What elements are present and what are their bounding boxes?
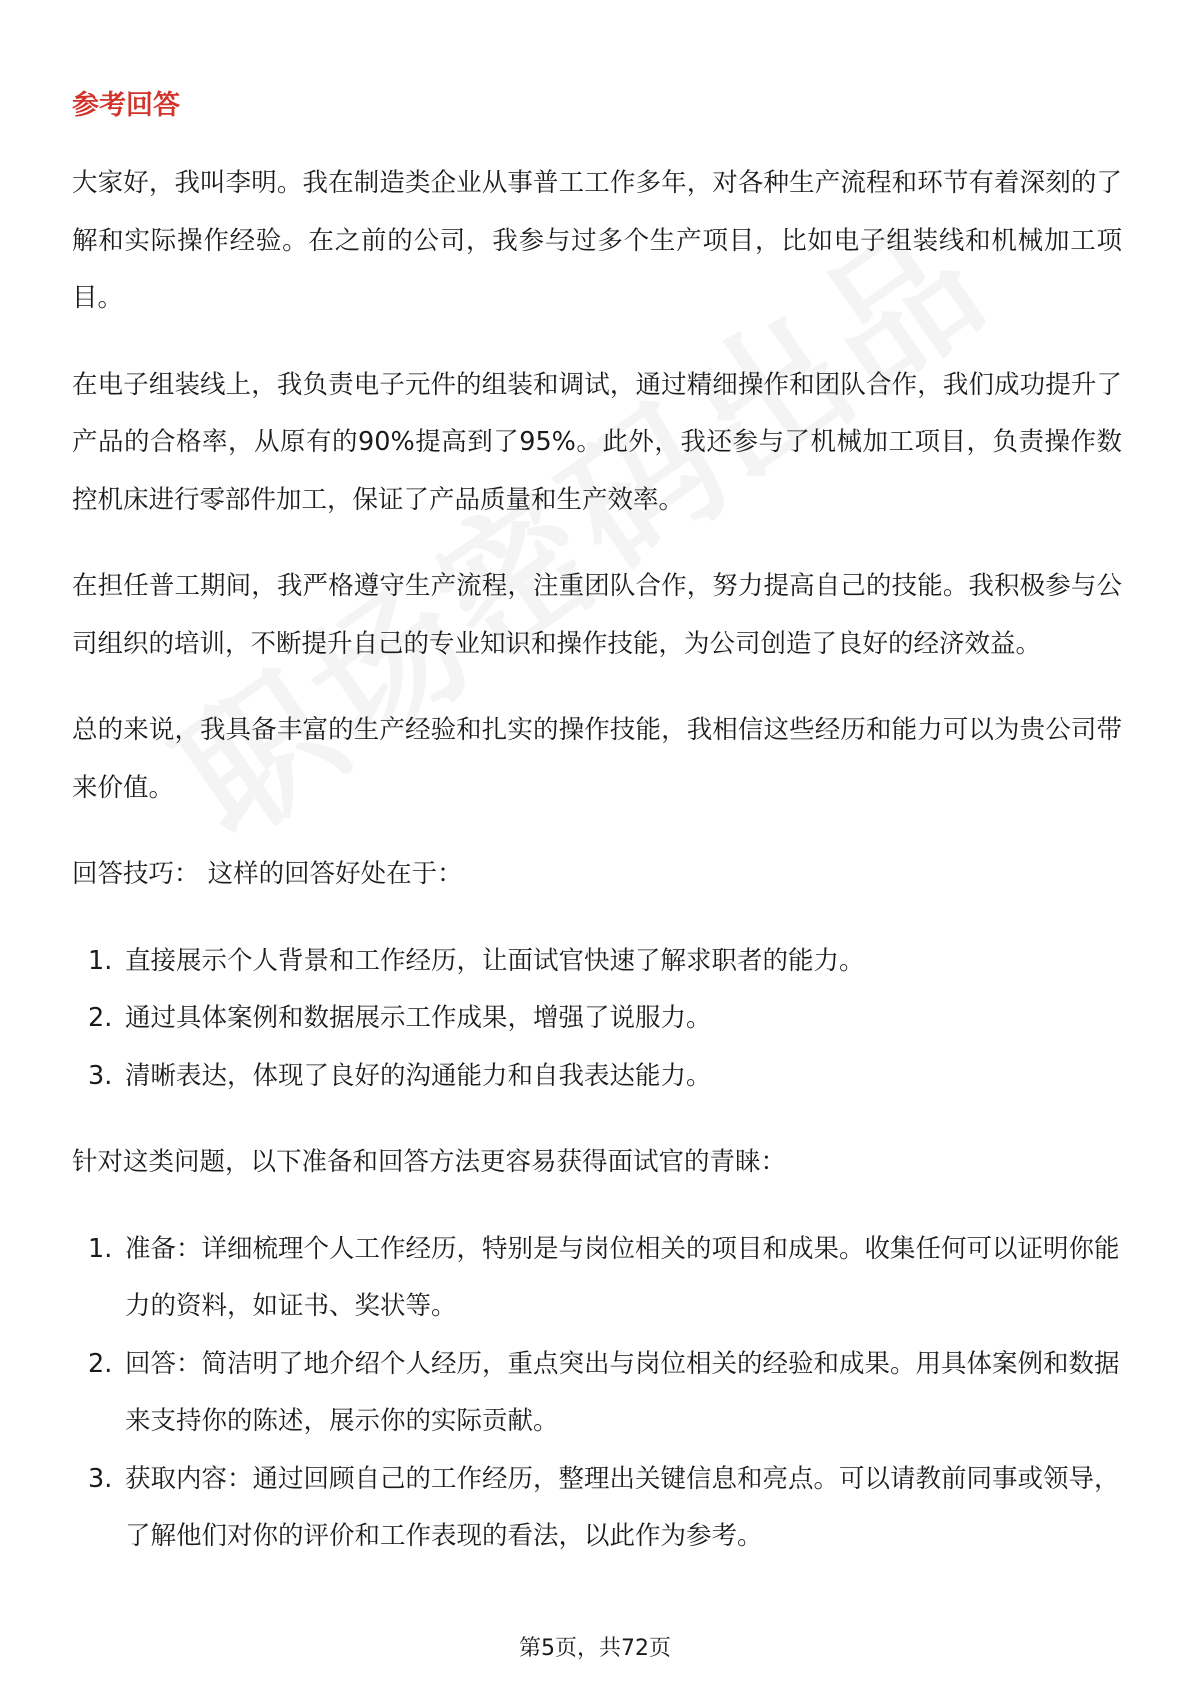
list-item-text: 清晰表达，体现了良好的沟通能力和自我表达能力。 [125,1060,712,1091]
list-item-text: 准备：详细梳理个人工作经历，特别是与岗位相关的项目和成果。收集任何可以证明你能力的资料，如证书、奖状等。 [125,1233,1120,1321]
tips-intro: 回答技巧： 这样的回答好处在于： [72,859,463,889]
paragraph-summary: 总的来说，我具备丰富的生产经验和扎实的操作技能，我相信这些经历和能力可以为贵公司带来价值。 [72,715,1122,803]
tips-list [72,933,1122,1106]
list-item-text: 获取内容：通过回顾自己的工作经历，整理出关键信息和亮点。可以请教前同事或领导，了解他们对你的评价和工作表现的看法，以此作为参考。 [125,1463,1120,1551]
methods-list [72,1221,1122,1566]
list-item [72,1451,1122,1566]
list-number: 1. [88,1233,113,1264]
paragraph-duties: 在担任普工期间，我严格遵守生产流程，注重团队合作，努力提高自己的技能。我积极参与公司组织的培训，不断提升自己的专业知识和操作技能，为公司创造了良好的经济效益。 [72,571,1122,659]
paragraph-electronics: 在电子组装线上，我负责电子元件的组装和调试，通过精细操作和团队合作，我们成功提升了产品的合格率，从原有的90%提高到了95%。此外，我还参与了机械加工项目，负责操作数控机床进行零部件加工，保证了产品质量和生产效率。 [72,369,1122,515]
list-item [72,990,1122,1048]
list-number: 2. [88,1003,113,1033]
list-number: 3. [88,1060,113,1091]
section-heading: 参考回答 [72,90,180,121]
list-number: 2. [88,1348,113,1379]
list-number: 1. [88,945,113,976]
list-item [72,1336,1122,1451]
methods-intro: 针对这类问题，以下准备和回答方法更容易获得面试官的青睐： [72,1147,787,1177]
list-item-text: 回答：简洁明了地介绍个人经历，重点突出与岗位相关的经验和成果。用具体案例和数据来支持你的陈述，展示你的实际贡献。 [125,1348,1120,1436]
paragraph-intro: 大家好，我叫李明。我在制造类企业从事普工工作多年，对各种生产流程和环节有着深刻的了解和实际操作经验。在之前的公司，我参与过多个生产项目，比如电子组装线和机械加工项目。 [72,168,1122,313]
list-item [72,933,1122,991]
list-number: 3. [88,1463,113,1494]
list-item [72,1048,1122,1106]
list-item [72,1221,1122,1336]
list-item-text: 通过具体案例和数据展示工作成果，增强了说服力。 [125,1003,712,1033]
page-number: 第5页，共72页 [519,1636,671,1661]
list-item-text: 直接展示个人背景和工作经历，让面试官快速了解求职者的能力。 [125,945,865,976]
answer-content [72,155,1122,1595]
